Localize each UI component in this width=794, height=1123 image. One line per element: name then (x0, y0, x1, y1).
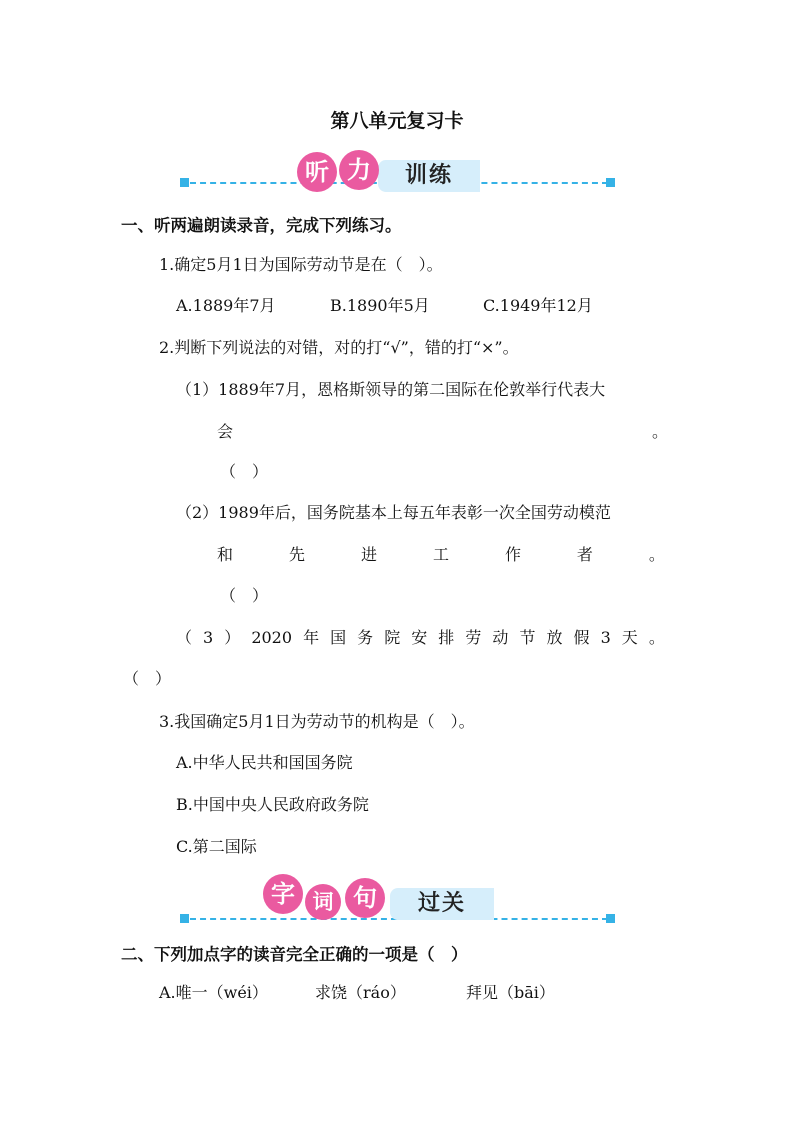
statement-3-token: 动 (492, 628, 509, 647)
statement-3-token: 3 (203, 628, 214, 647)
banner-char-circle: 句 (345, 878, 385, 918)
statement-3-token: 排 (438, 628, 455, 647)
q3-option-c: C.第二国际 (176, 837, 257, 856)
statement-3-token: 院 (384, 628, 401, 647)
statement-2-char: 作 (504, 545, 521, 564)
q1-option-b: B.1890年5月 (330, 296, 430, 315)
statement-1-line2: 会 (217, 422, 234, 441)
banner-label: 训练 (378, 160, 480, 192)
statement-2-char: 。 (648, 545, 665, 564)
banner-left-square (180, 178, 189, 187)
statement-3-token: 节 (519, 628, 536, 647)
q3-option-a: A.中华人民共和国国务院 (176, 753, 353, 772)
statement-3-answer-paren: （ ） (123, 669, 172, 688)
statement-3-token: （ (176, 628, 193, 647)
listening-banner (0, 150, 794, 210)
statement-3-token: 。 (648, 628, 665, 647)
s2-option-a-word2: 求饶（ráo） (315, 983, 406, 1002)
statement-2-answer-paren: （ ） (220, 586, 269, 605)
q3-option-b: B.中国中央人民政府政务院 (176, 795, 369, 814)
banner-right-square (606, 178, 615, 187)
statement-3-token: 天 (621, 628, 638, 647)
statement-1-line1: （1）1889年7月，恩格斯领导的第二国际在伦敦举行代表大 (176, 380, 606, 399)
statement-1-answer-paren: （ ） (220, 462, 269, 481)
statement-3-token: 放 (546, 628, 563, 647)
banner-left-square (180, 914, 189, 923)
s2-option-a-word1: A.唯一（wéi） (159, 983, 268, 1002)
s2-option-a-word3: 拜见（bāi） (466, 983, 555, 1002)
section2-heading: 二、下列加点字的读音完全正确的一项是（ ） (121, 945, 468, 964)
statement-3-token: 假 (573, 628, 590, 647)
statement-3-token: 2020 (251, 628, 293, 647)
section1-heading: 一、听两遍朗读录音，完成下列练习。 (121, 216, 402, 235)
statement-2-line1: （2）1989年后，国务院基本上每五年表彰一次全国劳动模范 (176, 503, 611, 522)
statement-2-char: 和 (217, 545, 234, 564)
banner-char-circle: 字 (263, 874, 303, 914)
page-title: 第八单元复习卡 (330, 110, 464, 132)
statement-3-token: 3 (600, 628, 611, 647)
statement-3-token: 务 (357, 628, 374, 647)
banner-char-circle: 力 (339, 150, 379, 190)
question-2-stem: 2.判断下列说法的对错，对的打“√”，错的打“×”。 (159, 338, 519, 357)
q1-option-a: A.1889年7月 (176, 296, 276, 315)
question-1-stem: 1.确定5月1日为国际劳动节是在（ ）。 (159, 255, 443, 274)
statement-2-char: 工 (432, 545, 449, 564)
statement-1-period: 。 (652, 422, 669, 441)
words-banner (0, 870, 794, 930)
q1-option-c: C.1949年12月 (483, 296, 593, 315)
statement-2-char: 者 (576, 545, 593, 564)
statement-3-token: 安 (411, 628, 428, 647)
statement-2-char: 先 (288, 545, 305, 564)
statement-3-token: 国 (330, 628, 347, 647)
banner-char-circle: 听 (297, 152, 337, 192)
statement-2-char: 进 (360, 545, 377, 564)
statement-3-token: ） (224, 628, 241, 647)
banner-char-circle: 词 (305, 884, 341, 920)
statement-3-token: 劳 (465, 628, 482, 647)
statement-2-line2 (217, 545, 665, 565)
banner-label: 过关 (390, 888, 494, 920)
question-3-stem: 3.我国确定5月1日为劳动节的机构是（ ）。 (159, 712, 475, 731)
statement-3-token: 年 (303, 628, 320, 647)
banner-right-square (606, 914, 615, 923)
statement-3-line1 (176, 628, 665, 648)
